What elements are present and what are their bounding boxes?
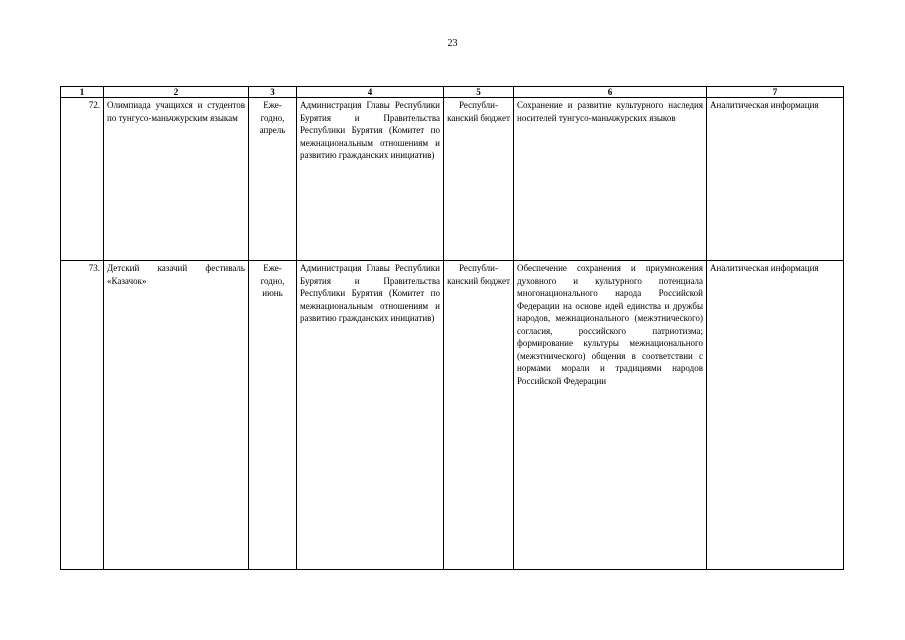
table-row xyxy=(61,98,844,261)
header-row xyxy=(61,87,844,98)
funding-source: Республи-канский бюджет xyxy=(444,261,514,570)
column-header-6: 6 xyxy=(514,87,707,98)
column-header-7: 7 xyxy=(707,87,844,98)
responsible-body: Администрация Главы Республики Бурятия и Правительства Республики Бурятия (Комитет по межнациональным отношениям и развитию гражданских инициатив) xyxy=(297,261,444,570)
event-name: Детский казачий фестиваль «Казачок» xyxy=(104,261,249,570)
event-goal: Обеспечение сохранения и приумножения духовного и культурного потенциала многонационального народа Российской Федерации на основе идей единства и дружбы народов, межнационального (межэтнического) согласия, российского патриотизма; формирование культуры межнационального (межэтнического) общения в соответствии с нормами морали и традициями народов Российской Федерации xyxy=(514,261,707,570)
row-number: 73. xyxy=(61,261,104,570)
table-row xyxy=(61,261,844,570)
column-header-2: 2 xyxy=(104,87,249,98)
column-header-1: 1 xyxy=(61,87,104,98)
funding-source: Республи-канский бюджет xyxy=(444,98,514,261)
expected-result: Аналитическая информация xyxy=(707,261,844,570)
column-header-4: 4 xyxy=(297,87,444,98)
responsible-body: Администрация Главы Республики Бурятия и Правительства Республики Бурятия (Комитет по межнациональным отношениям и развитию гражданских инициатив) xyxy=(297,98,444,261)
event-name: Олимпиада учащихся и студентов по тунгусо-маньчжурским языкам xyxy=(104,98,249,261)
column-header-5: 5 xyxy=(444,87,514,98)
event-period: Еже-годно, июнь xyxy=(249,261,297,570)
events-table xyxy=(60,86,844,570)
row-number: 72. xyxy=(61,98,104,261)
expected-result: Аналитическая информация xyxy=(707,98,844,261)
event-period: Еже-годно, апрель xyxy=(249,98,297,261)
event-goal: Сохранение и развитие культурного наследия носителей тунгусо-маньчжурских языков xyxy=(514,98,707,261)
page-number: 23 xyxy=(447,38,458,49)
column-header-3: 3 xyxy=(249,87,297,98)
